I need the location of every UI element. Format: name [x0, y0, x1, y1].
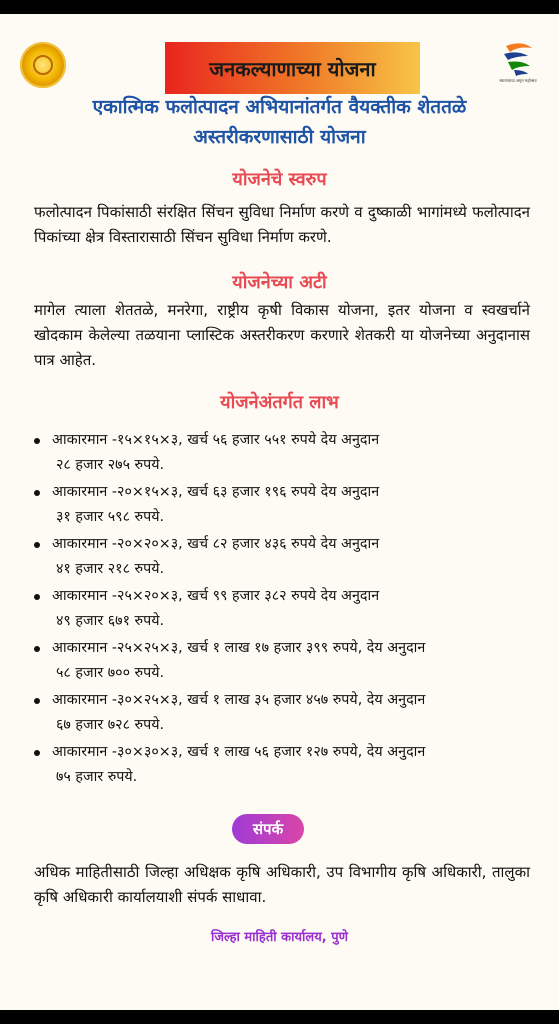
benefits-list: [28, 428, 528, 792]
benefit-item-line2: ७५ हजार रुपये.: [56, 769, 138, 785]
section-conditions-title: योजनेच्या अटी: [232, 272, 327, 293]
benefit-item-line2: ४९ हजार ६७१ रुपये.: [56, 613, 165, 629]
scheme-heading-line2: अस्तरीकरणासाठी योजना: [193, 126, 366, 148]
benefit-item-line1: आकारमान -२५×२५×३, खर्च १ लाख १७ हजार ३९९ रुपये, देय अनुदान: [52, 640, 426, 656]
benefit-item: [28, 584, 528, 634]
section-conditions-text: मागेल त्याला शेततळे, मनरेगा, राष्ट्रीय कृषी विकास योजना, इतर योजना व स्वखर्चाने खोदकाम केलेल्या तळयाना प्लास्टिक अस्तरीकरण करणारे शेतकरी या योजनेच्या अनुदानास पात्र आहेत.: [34, 301, 530, 369]
benefit-item: [28, 532, 528, 582]
benefit-item-line2: ६७ हजार ७२८ रुपये.: [56, 717, 165, 733]
benefit-item-line1: आकारमान -२०×१५×३, खर्च ६३ हजार १९६ रुपये देय अनुदान: [52, 484, 380, 500]
state-seal-icon: [20, 42, 66, 88]
benefit-item: [28, 688, 528, 738]
scheme-heading-line1: एकात्मिक फलोत्पादन अभियानांतर्गत वैयक्तीक शेततळे: [92, 96, 467, 118]
section-benefits-title: योजनेअंतर्गत लाभ: [220, 392, 339, 413]
benefit-item-line1: आकारमान -२०×२०×३, खर्च ८२ हजार ४३६ रुपये देय अनुदान: [52, 536, 380, 552]
benefit-item: [28, 740, 528, 790]
benefit-item-line1: आकारमान -१५×१५×३, खर्च ५६ हजार ५५१ रुपये देय अनुदान: [52, 432, 380, 448]
logo-tagline: स्वातंत्र्याचा अमृत महोत्सव: [499, 78, 537, 83]
benefit-item-line1: आकारमान -३०×२५×३, खर्च १ लाख ३५ हजार ४५७ रुपये, देय अनुदान: [52, 692, 426, 708]
poster-title: जनकल्याणाच्या योजना: [165, 42, 420, 94]
poster: [0, 14, 559, 1010]
benefit-item: [28, 480, 528, 530]
benefit-item-line2: ३१ हजार ५९८ रुपये.: [56, 509, 165, 525]
footer-office: जिल्हा माहिती कार्यालय, पुणे: [211, 930, 348, 945]
contact-text: अधिक माहितीसाठी जिल्हा अधिक्षक कृषि अधिकारी, उप विभागीय कृषि अधिकारी, तालुका कृषि अधिकारी कार्यालयाशी संपर्क साधावा.: [34, 863, 530, 906]
benefit-item-line2: ५८ हजार ७०० रुपये.: [56, 665, 165, 681]
benefit-item-line1: आकारमान -२५×२०×३, खर्च ९९ हजार ३८२ रुपये देय अनुदान: [52, 588, 380, 604]
benefit-item-line2: ४१ हजार २१८ रुपये.: [56, 561, 165, 577]
benefit-item-line2: २८ हजार २७५ रुपये.: [56, 457, 165, 473]
contact-badge: संपर्क: [232, 814, 304, 844]
benefit-item: [28, 636, 528, 686]
amrit-mahotsav-logo-icon: [488, 40, 548, 84]
section-nature-text: फलोत्पादन पिकांसाठी संरक्षित सिंचन सुविधा निर्माण करणे व दुष्काळी भागांमध्ये फलोत्पादन पिकांच्या क्षेत्र विस्तारासाठी सिंचन सुविधा निर्माण करणे.: [34, 203, 530, 246]
section-nature-title: योजनेचे स्वरुप: [232, 169, 327, 190]
benefit-item: [28, 428, 528, 478]
benefit-item-line1: आकारमान -३०×३०×३, खर्च १ लाख ५६ हजार १२७ रुपये, देय अनुदान: [52, 744, 426, 760]
